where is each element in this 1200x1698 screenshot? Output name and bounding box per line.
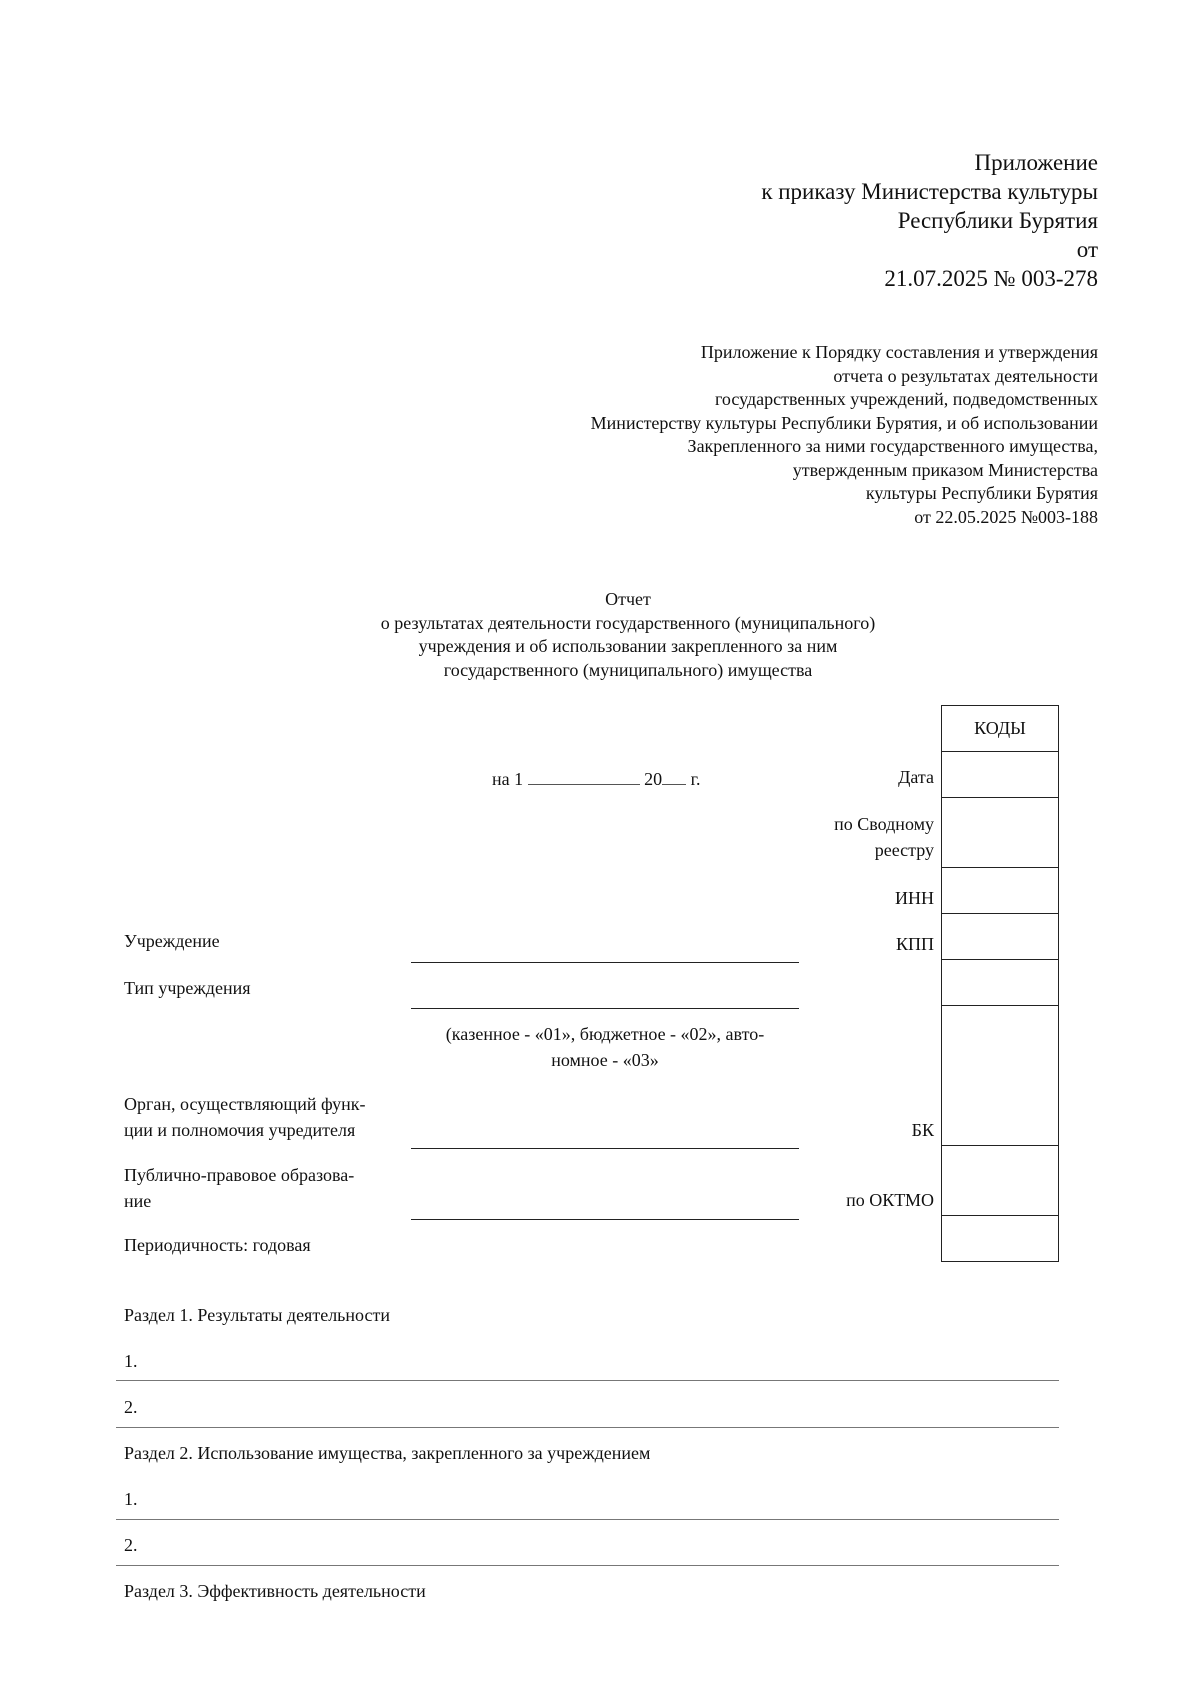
date-year-prefix: 20 [644,769,663,789]
institution-type-hint [411,1021,799,1073]
founder-line[interactable] [411,1148,799,1149]
label-inn: ИНН [895,888,934,908]
label-founder-line: ции и полномочия учредителя [124,1120,356,1140]
public-entity-line[interactable] [411,1219,799,1220]
report-title-line: государственного (муниципального) имущества [443,659,813,680]
label-founder-line: Орган, осуществляющий функ- [124,1094,366,1114]
codes-table [941,705,1059,1262]
label-bk: БК [911,1120,934,1140]
section-2-item: 2. [124,1535,138,1555]
appendix-line: к приказу Министерства культуры [761,179,1098,204]
section-2-title: Раздел 2. Использование имущества, закрепленного за учреждением [124,1443,651,1463]
section-3-title: Раздел 3. Эффективность деятельности [124,1581,426,1601]
appendix-date-number: 21.07.2025 № 003-278 [884,266,1098,291]
report-title-line: Отчет [605,589,651,609]
appendix-line: Республики Бурятия [897,208,1098,233]
appendix-line: от [1076,237,1098,262]
order-reference-line: государственных учреждений, подведомственных [715,389,1098,409]
registry-code-cell[interactable] [942,798,1059,868]
order-reference-line: отчета о результатах деятельности [833,365,1098,386]
section-1-title: Раздел 1. Результаты деятельности [124,1305,390,1325]
label-public-entity [124,1162,354,1214]
oktmo-code-cell[interactable] [942,1146,1059,1216]
section-2-item: 1. [124,1489,138,1509]
order-reference-line: Закрепленного за ними государственного имущества, [687,436,1098,456]
bk-code-cell[interactable] [942,1006,1059,1146]
label-institution-type: Тип учреждения [124,978,251,998]
institution-type-line[interactable] [411,1008,799,1009]
report-date-line [492,766,700,791]
section-2-item-line[interactable] [116,1565,1059,1566]
report-title-line: о результатах деятельности государственного (муниципального) [380,612,876,633]
label-date: Дата [898,767,934,787]
periodicity-code-cell[interactable] [942,1216,1059,1262]
label-public-entity-line: ние [124,1191,152,1211]
type-code-cell[interactable] [942,960,1059,1006]
order-reference [591,341,1098,529]
label-registry-2: реестру [874,840,934,860]
order-reference-line: Министерству культуры Республики Бурятия, и об использовании [590,412,1098,433]
inn-code-cell[interactable] [942,868,1059,914]
institution-type-hint-line: номное - «03» [551,1050,659,1070]
report-title [300,588,956,682]
section-1-item-line[interactable] [116,1380,1059,1381]
order-reference-line: от 22.05.2025 №003-188 [914,506,1098,527]
date-day-month-blank[interactable] [528,766,640,785]
date-code-cell[interactable] [942,752,1059,798]
section-2-item-line[interactable] [116,1519,1059,1520]
appendix-line: Приложение [974,150,1098,175]
section-1-item-line[interactable] [116,1427,1059,1428]
date-year-blank[interactable] [662,766,686,785]
label-registry-1: по Сводному [834,814,934,834]
kpp-code-cell[interactable] [942,914,1059,960]
section-1-item: 1. [124,1351,138,1371]
appendix-header [761,148,1098,293]
institution-line[interactable] [411,962,799,963]
label-periodicity: Периодичность: годовая [124,1235,311,1255]
section-1-item: 2. [124,1397,138,1417]
label-founder [124,1091,366,1143]
codes-header: КОДЫ [942,706,1059,752]
institution-type-hint-line: (казенное - «01», бюджетное - «02», авто- [445,1024,765,1044]
label-oktmo: по ОКТМО [846,1190,934,1210]
order-reference-line: Приложение к Порядку составления и утверждения [700,342,1098,362]
date-suffix: г. [690,769,701,789]
order-reference-line: утвержденным приказом Министерства [792,459,1098,480]
date-prefix: на 1 [492,769,524,789]
report-title-line: учреждения и об использовании закрепленного за ним [418,636,838,656]
label-institution: Учреждение [124,931,220,951]
label-public-entity-line: Публично-правовое образова- [124,1165,355,1185]
label-kpp: КПП [895,934,934,954]
order-reference-line: культуры Республики Бурятия [865,483,1098,503]
